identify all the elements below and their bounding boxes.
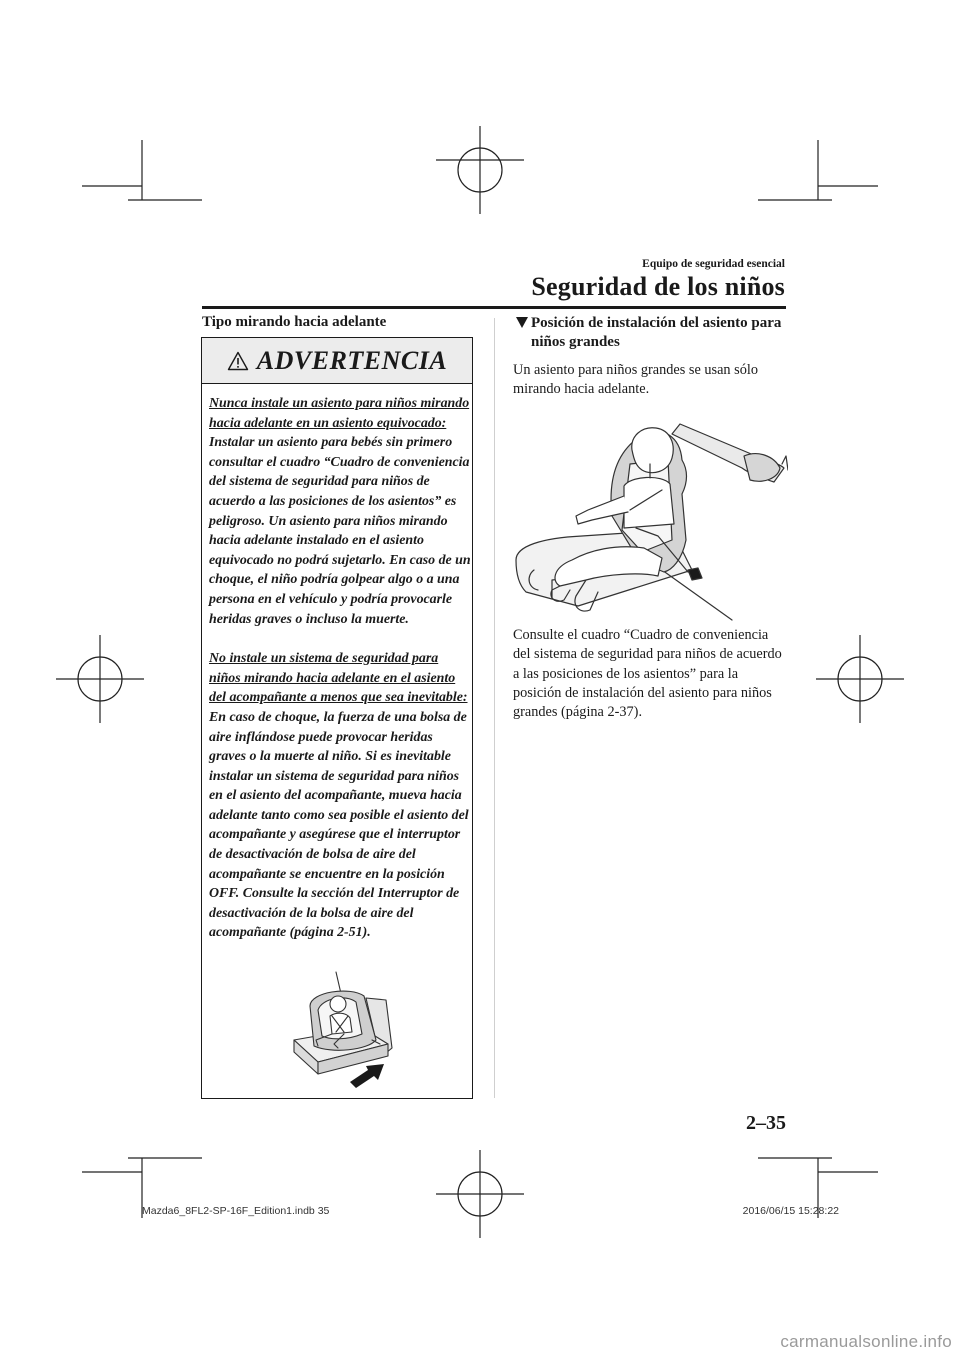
header-rule bbox=[202, 306, 786, 309]
warning-block bbox=[209, 394, 471, 629]
warning-block-text: En caso de choque, la fuerza de una bolsa de aire inflándose puede provocar heridas graves o la muerte al niño. Si es inevitable instalar un sistema de seguridad para niños en el asiento del acompañante, mueva hacia adelante tanto como sea posible el asiento del acompañante y asegúrese que el interruptor de desactivación de bolsa de aire del acompañante se encuentre en la posición OFF. Consulte la sección del Interruptor de desactivación de la bolsa de aire del acompañante (página 2-51). bbox=[209, 709, 469, 941]
warning-header bbox=[202, 338, 472, 384]
print-timestamp: 2016/06/15 15:28:22 bbox=[742, 1205, 839, 1217]
warning-block-heading: No instale un sistema de seguridad para niños mirando hacia adelante en el asiento del acompañante a menos que sea inevitable: bbox=[209, 651, 468, 706]
booster-installation-heading bbox=[516, 314, 786, 352]
section-triangle-icon bbox=[516, 317, 528, 328]
warning-triangle-icon bbox=[227, 351, 249, 371]
print-file-info: Mazda6_8FL2-SP-16F_Edition1.indb 35 bbox=[142, 1205, 330, 1217]
watermark: carmanualsonline.info bbox=[780, 1332, 952, 1351]
section-label: Equipo de seguridad esencial bbox=[642, 258, 785, 270]
warning-block-text: Instalar un asiento para bebés sin primero consultar el cuadro “Cuadro de conveniencia del sistema de seguridad para niños de acuerdo a las posiciones de los asientos” es peligroso. Un asiento para niños mirando hacia adelante instalado en el asiento equivocado no podrá sujetarlo. En caso de un choque, el niño podría golpear algo o a una persona en el vehículo y podría provocarle heridas graves o incluso la muerte. bbox=[209, 435, 471, 627]
booster-reference-text: Consulte el cuadro “Cuadro de conveniencia del sistema de seguridad para niños de acuerdo a las posiciones de los asientos” para la posición de instalación del asiento para niños grandes (página 2-37). bbox=[513, 627, 782, 721]
warning-title: ADVERTENCIA bbox=[256, 345, 448, 375]
forward-facing-seat-illustration bbox=[288, 970, 398, 1088]
warning-block-heading: Nunca instale un asiento para niños mirando hacia adelante en un asiento equivocado: bbox=[209, 396, 470, 431]
page-number: 2–35 bbox=[746, 1112, 786, 1134]
booster-intro-text: Un asiento para niños grandes se usan sólo mirando hacia adelante. bbox=[513, 362, 758, 398]
forward-facing-heading: Tipo mirando hacia adelante bbox=[202, 314, 387, 330]
warning-box bbox=[201, 337, 473, 1099]
column-divider bbox=[494, 318, 495, 1098]
booster-installation-heading-text: Posición de instalación del asiento para niños grandes bbox=[531, 315, 782, 350]
warning-block bbox=[209, 649, 471, 943]
warning-body bbox=[209, 394, 471, 963]
page-title: Seguridad de los niños bbox=[531, 272, 785, 301]
booster-seat-illustration bbox=[512, 420, 788, 622]
